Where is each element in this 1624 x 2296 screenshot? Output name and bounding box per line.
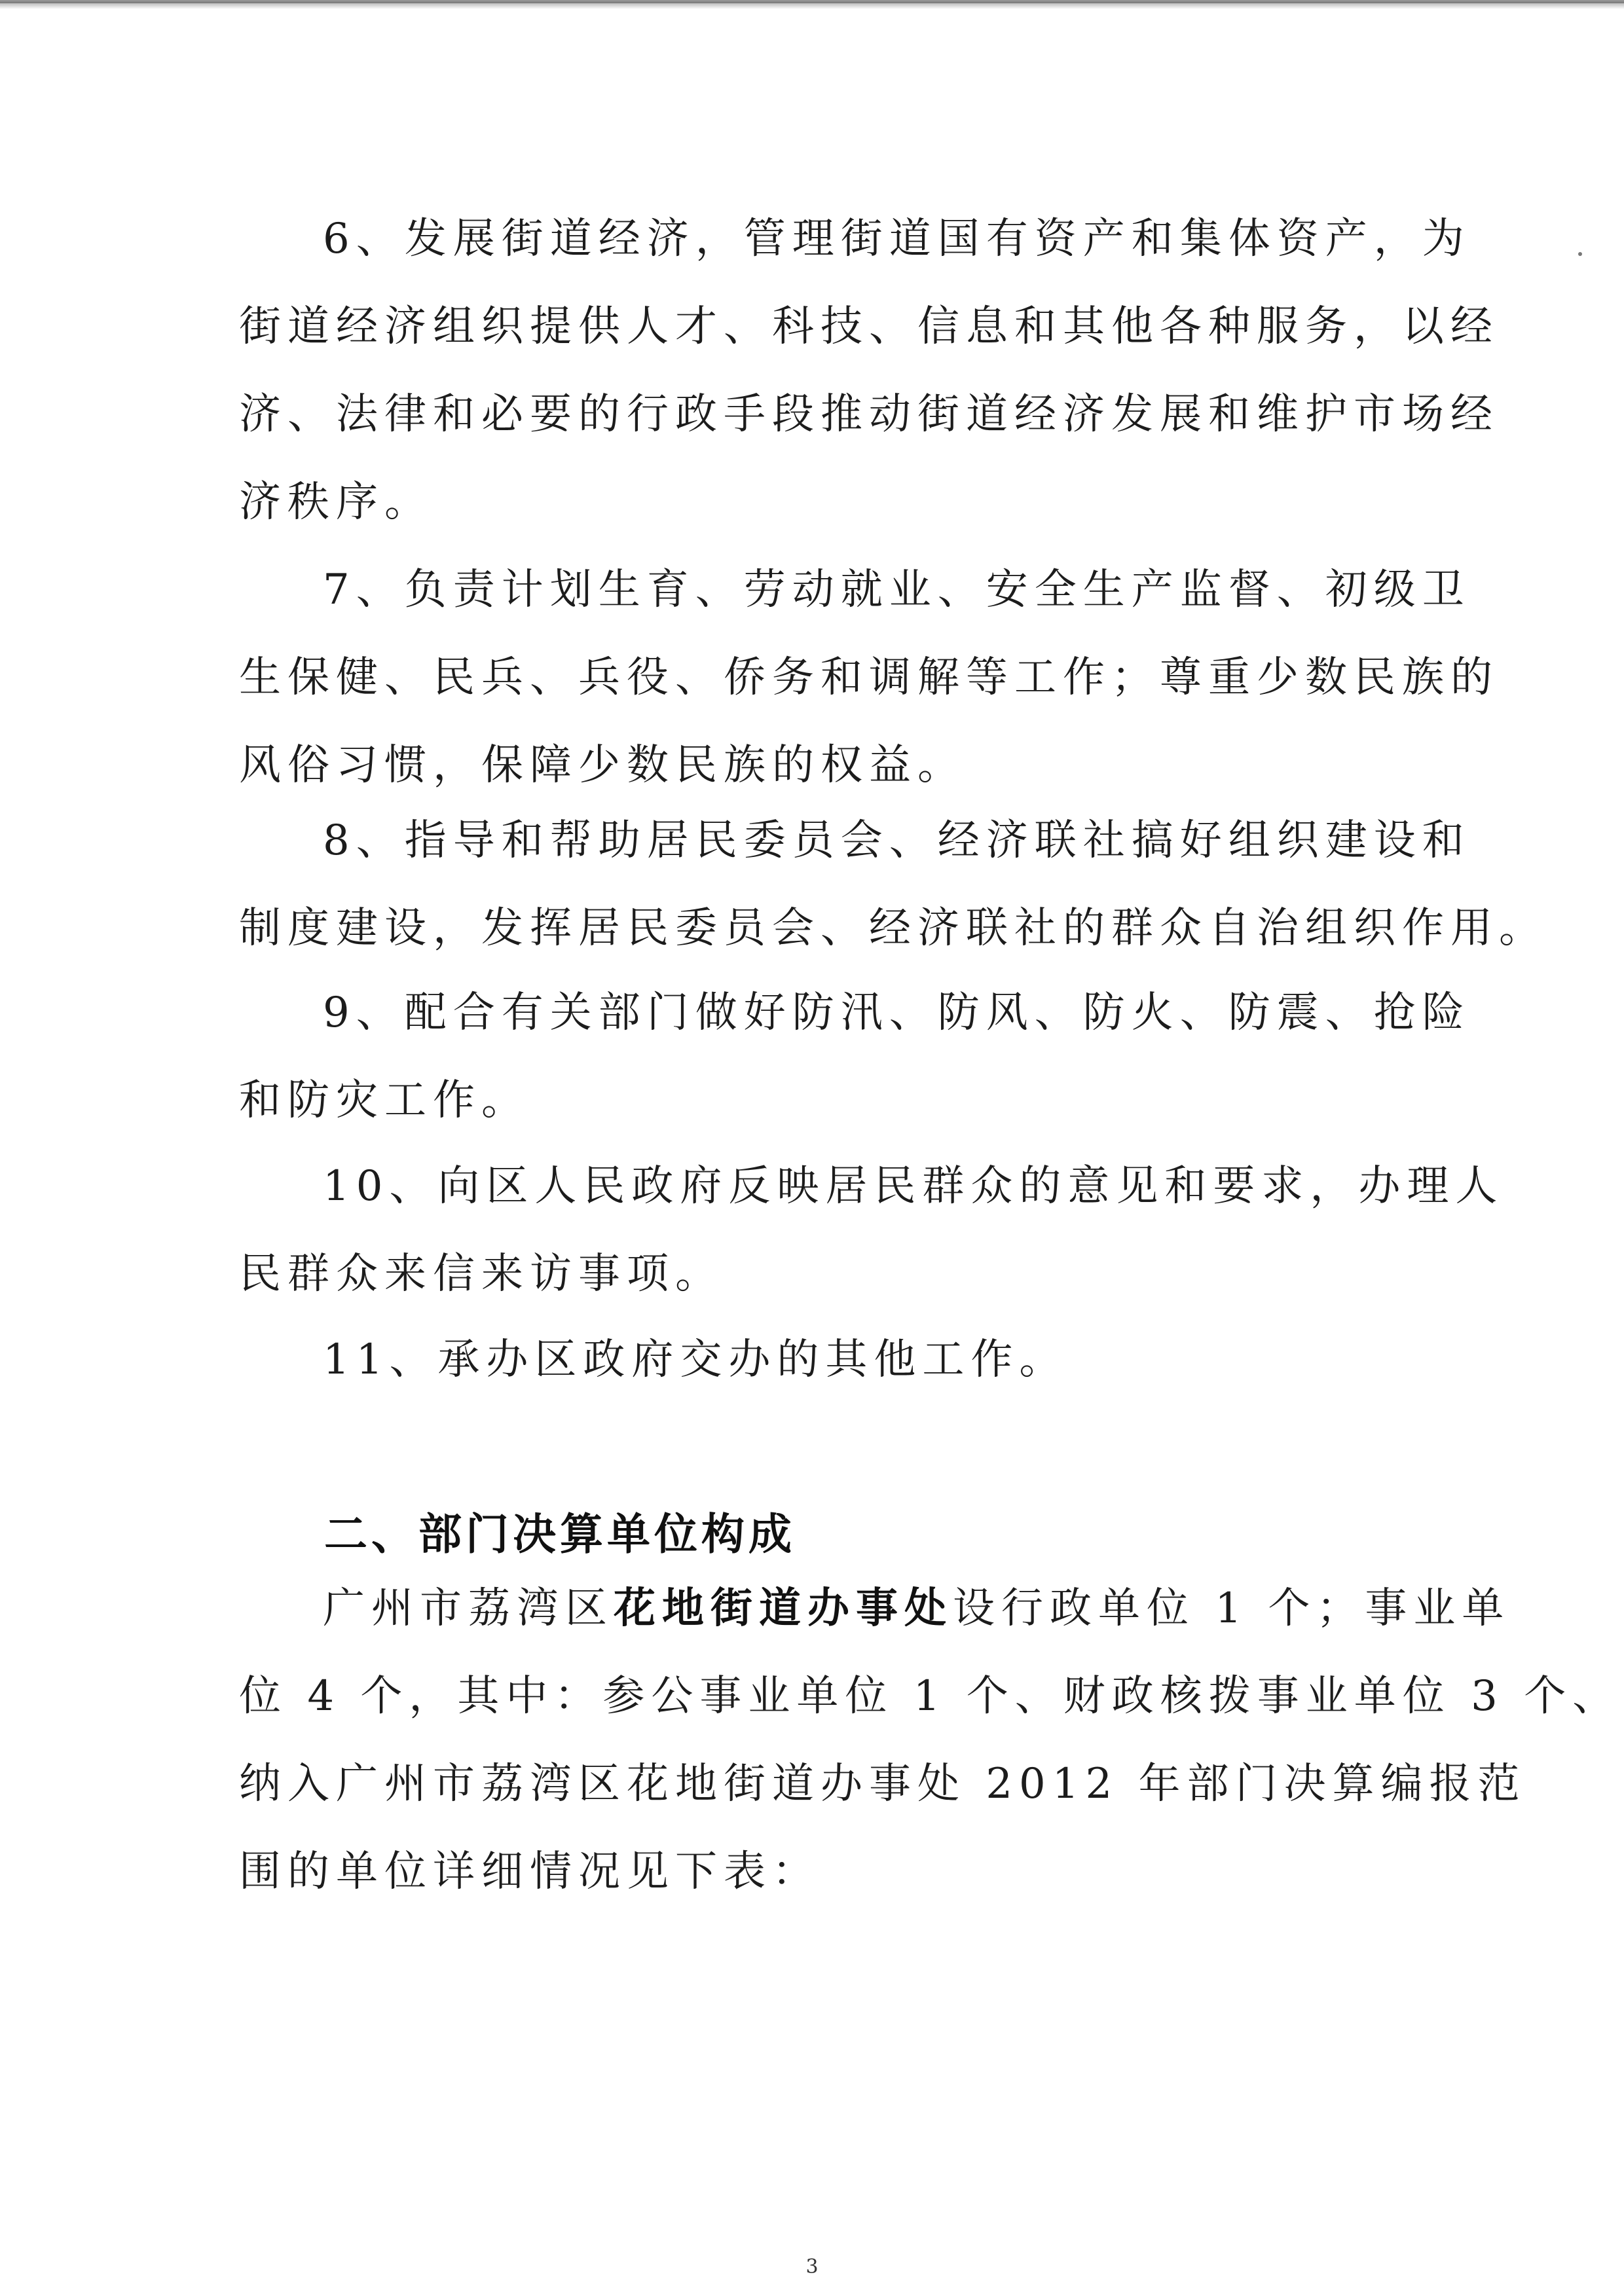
text-line: 围的单位详细情况见下表： [239,1848,821,1896]
text-segment: 广州市荔湾区 [323,1584,614,1633]
text-line: 位 4 个，其中：参公事业单位 1 个、财政核拨事业单位 3 个、 [239,1672,1621,1721]
duty-item-7 [239,546,1499,809]
text-line: 11、承办区政府交办的其他工作。 [323,1336,1068,1384]
text-line: 10、向区人民政府反映居民群众的意见和要求，办理人 [323,1162,1504,1211]
text-line: 9、配合有关部门做好防汛、防风、防火、防震、抢险 [323,989,1471,1037]
text-line: 街道经济组织提供人才、科技、信息和其他各种服务，以经 [239,302,1499,351]
text-line: 济秩序。 [239,478,433,526]
duty-item-6 [239,195,1499,546]
text-line: 民群众来信来访事项。 [239,1250,724,1298]
duty-item-11 [239,1316,1392,1404]
duty-item-10 [239,1142,1504,1318]
text-line: 纳入广州市荔湾区花地街道办事处 2012 年部门决算编报范 [239,1760,1526,1808]
scan-speck [1578,252,1582,256]
scan-shadow [0,0,1624,9]
duty-item-9 [239,969,1471,1144]
page-number: 3 [805,2255,819,2278]
section-body [239,1565,1621,1916]
text-line: 济、法律和必要的行政手段推动街道经济发展和维护市场经 [239,390,1499,439]
text-line: 制度建设，发挥居民委员会、经济联社的群众自治组织作用。 [239,904,1547,953]
text-line [239,1565,1511,1652]
text-line: 7、负责计划生育、劳动就业、安全生产监督、初级卫 [323,566,1471,614]
organization-name: 花地街道办事处 [614,1584,953,1633]
text-line: 8、指导和帮助居民委员会、经济联社搞好组织建设和 [323,816,1471,865]
text-line: 和防灾工作。 [239,1076,530,1125]
text-line: 风俗习惯，保障少数民族的权益。 [239,741,966,790]
text-segment: 设行政单位 1 个；事业单 [953,1584,1511,1633]
duty-item-8 [239,797,1547,972]
text-line: 6、发展街道经济，管理街道国有资产和集体资产，为 [323,215,1471,263]
text-line: 生保健、民兵、兵役、侨务和调解等工作；尊重少数民族的 [239,653,1499,702]
section-heading: 二、部门决算单位构成 [324,1509,796,1559]
